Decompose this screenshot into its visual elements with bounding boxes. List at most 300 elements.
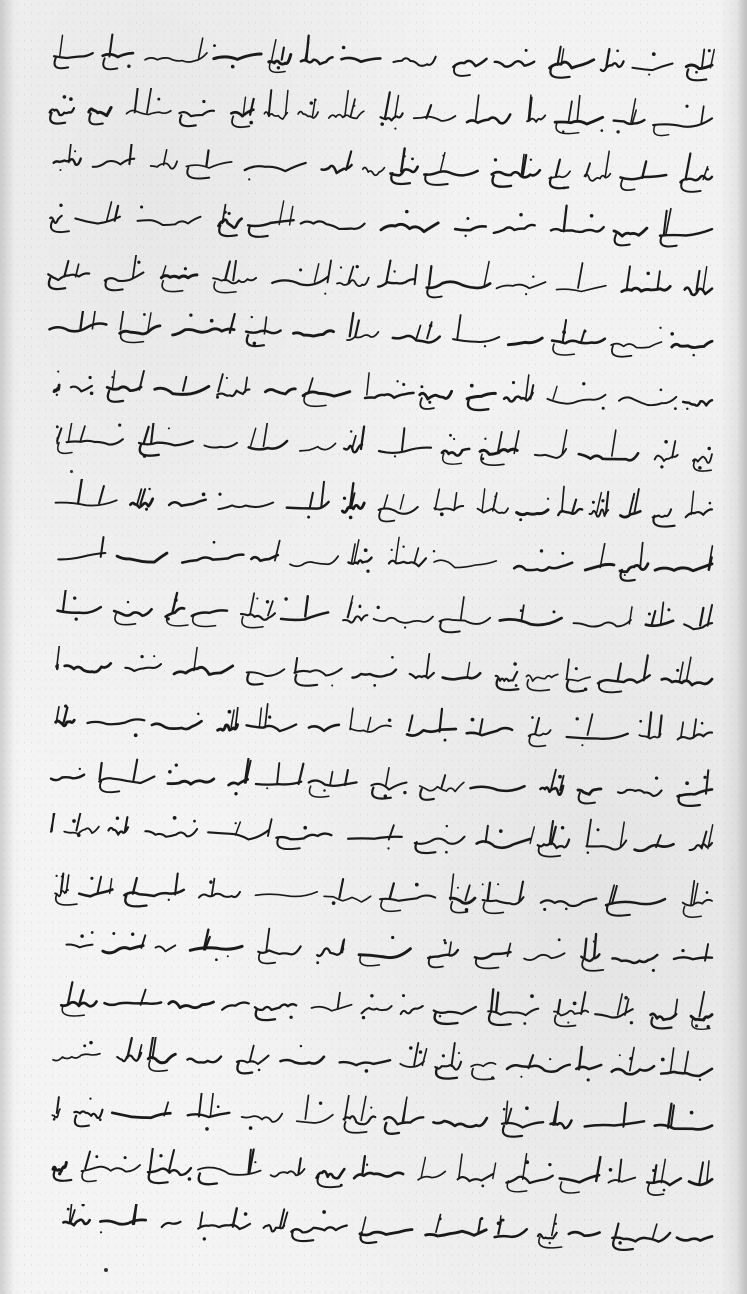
ascender-stroke <box>627 266 630 289</box>
ascender-stroke <box>345 770 348 785</box>
word-stroke <box>414 116 456 121</box>
dot-mark <box>331 684 333 686</box>
dot-mark <box>391 656 394 659</box>
ascender-stroke <box>657 271 660 289</box>
ascender-stroke <box>338 993 340 1009</box>
dot-mark <box>465 908 469 912</box>
word-stroke <box>63 1220 89 1226</box>
descender-stroke <box>483 902 503 913</box>
ascender-stroke <box>618 663 621 679</box>
dot-mark <box>458 1052 460 1054</box>
ascender-stroke <box>306 36 308 61</box>
descender-stroke <box>599 681 621 692</box>
ascender-stroke <box>233 1208 237 1226</box>
ascender-stroke <box>521 605 524 621</box>
ascender-stroke <box>661 602 664 624</box>
ascender-stroke <box>251 428 256 446</box>
ascender-stroke <box>619 1160 622 1182</box>
dot-mark <box>464 235 466 237</box>
word-stroke <box>173 329 235 335</box>
ascender-stroke <box>361 427 364 450</box>
word-stroke <box>298 112 318 118</box>
dot-mark <box>153 655 155 657</box>
ascender-stroke <box>496 993 498 1013</box>
ascender-stroke <box>362 1156 365 1175</box>
dot-mark <box>553 610 556 613</box>
handwriting-strokes <box>40 869 720 927</box>
dot-mark <box>387 847 389 849</box>
dot-mark <box>558 775 562 779</box>
word-stroke <box>309 781 357 786</box>
dot-mark <box>244 1212 248 1216</box>
dot-mark <box>520 609 523 612</box>
manuscript-line <box>40 813 720 871</box>
word-stroke <box>685 288 712 295</box>
ascender-stroke <box>680 662 684 681</box>
word-stroke <box>551 227 604 232</box>
word-stroke <box>492 170 540 177</box>
dot-mark <box>442 1054 445 1057</box>
dot-mark <box>224 211 227 214</box>
ascender-stroke <box>295 658 297 673</box>
word-stroke <box>138 217 201 225</box>
ascender-stroke <box>402 428 404 450</box>
word-stroke <box>455 226 486 230</box>
word-stroke <box>241 613 275 620</box>
handwriting-strokes <box>40 1037 720 1095</box>
word-stroke <box>342 58 381 62</box>
dot-mark <box>707 168 709 170</box>
dot-mark <box>532 275 534 277</box>
descender-stroke <box>381 900 400 911</box>
word-stroke <box>88 719 145 724</box>
dot-mark <box>561 826 565 830</box>
dot-mark <box>685 781 689 785</box>
dot-mark <box>484 345 486 347</box>
dot-mark <box>340 266 342 268</box>
dot-mark <box>234 792 237 795</box>
dot-mark <box>64 704 67 707</box>
dot-mark <box>587 851 590 854</box>
word-stroke <box>103 53 133 57</box>
word-stroke <box>471 1063 496 1067</box>
word-stroke <box>251 555 277 561</box>
dot-mark <box>555 1223 557 1225</box>
word-stroke <box>117 553 167 562</box>
ascender-stroke <box>350 708 353 729</box>
dot-mark <box>701 722 704 725</box>
dot-mark <box>226 377 228 379</box>
word-stroke <box>156 945 176 951</box>
dot-mark <box>618 1241 622 1245</box>
ascender-stroke <box>414 548 418 563</box>
dot-mark <box>342 46 346 50</box>
word-stroke <box>407 729 456 736</box>
ascender-stroke <box>634 489 639 513</box>
dot-mark <box>124 1156 127 1159</box>
dot-mark <box>359 605 362 608</box>
handwriting-strokes <box>40 367 720 425</box>
dot-mark <box>299 268 302 271</box>
ascender-stroke <box>272 40 276 60</box>
ascender-stroke <box>183 377 186 391</box>
descender-stroke <box>232 116 249 127</box>
ascender-stroke <box>290 207 293 225</box>
word-stroke <box>585 1121 644 1126</box>
word-stroke <box>105 273 144 281</box>
ascender-stroke <box>564 206 567 232</box>
manuscript-line <box>40 869 720 927</box>
dot-mark <box>248 178 250 180</box>
word-stroke <box>614 120 645 124</box>
manuscript-line <box>40 981 720 1039</box>
dot-mark <box>409 1046 412 1049</box>
word-stroke <box>595 1009 633 1017</box>
dot-mark <box>502 1219 505 1222</box>
word-stroke <box>517 510 548 515</box>
handwriting-strokes <box>40 1148 720 1206</box>
dot-mark <box>55 875 57 877</box>
word-stroke <box>500 618 562 625</box>
dot-mark <box>670 332 674 336</box>
ascender-stroke <box>355 320 359 336</box>
dot-mark <box>575 667 578 670</box>
word-stroke <box>660 229 712 236</box>
descender-stroke <box>149 1172 168 1183</box>
dot-mark <box>314 98 317 101</box>
ascender-stroke <box>558 1000 560 1014</box>
dot-mark <box>655 776 658 779</box>
ascender-stroke <box>436 1215 441 1233</box>
word-stroke <box>557 286 606 292</box>
dot-mark <box>703 776 706 779</box>
word-stroke <box>359 949 410 958</box>
ascender-stroke <box>435 489 439 510</box>
dot-mark <box>457 887 459 889</box>
word-stroke <box>79 890 112 897</box>
descender-stroke <box>468 399 488 410</box>
ascender-stroke <box>697 271 700 291</box>
ascender-stroke <box>265 704 268 728</box>
word-stroke <box>612 955 657 963</box>
descender-stroke <box>567 681 584 692</box>
dot-mark <box>405 210 409 214</box>
word-stroke <box>393 57 435 66</box>
ascender-stroke <box>605 151 609 177</box>
dot-mark <box>167 617 170 620</box>
dot-mark <box>307 516 310 519</box>
word-stroke <box>619 397 676 405</box>
word-stroke <box>661 1069 712 1076</box>
dot-mark <box>137 261 140 264</box>
ascender-stroke <box>385 92 390 117</box>
dot-mark <box>402 545 404 547</box>
ascender-stroke <box>653 1224 657 1238</box>
ascender-stroke <box>144 427 149 443</box>
ascender-stroke <box>298 1158 300 1174</box>
handwriting-strokes <box>40 311 720 369</box>
word-stroke <box>145 829 197 837</box>
ascender-stroke <box>461 597 464 620</box>
word-stroke <box>514 563 572 571</box>
word-stroke <box>622 286 670 291</box>
dot-mark <box>616 49 619 52</box>
word-stroke <box>611 342 661 348</box>
word-stroke <box>347 332 378 340</box>
descender-stroke <box>481 454 504 465</box>
word-stroke <box>508 338 542 345</box>
descender-stroke <box>613 1239 633 1250</box>
word-stroke <box>374 617 433 623</box>
dot-mark <box>624 574 626 576</box>
word-stroke <box>245 163 306 171</box>
word-stroke <box>188 1113 230 1117</box>
dot-mark <box>213 44 216 47</box>
ascender-stroke <box>386 768 389 786</box>
dot-mark <box>228 212 231 215</box>
word-stroke <box>100 1220 145 1224</box>
ascender-stroke <box>80 990 84 1003</box>
word-stroke <box>112 1113 170 1118</box>
descender-stroke <box>555 1016 576 1027</box>
ascender-stroke <box>649 712 652 736</box>
dot-mark <box>601 129 604 132</box>
dot-mark <box>404 626 406 628</box>
ascender-stroke <box>685 1052 689 1073</box>
manuscript-line <box>40 255 720 313</box>
dot-mark <box>289 1016 292 1019</box>
dot-mark <box>540 549 543 552</box>
word-stroke <box>290 556 338 566</box>
dot-mark <box>90 392 94 396</box>
ascender-stroke <box>98 877 102 893</box>
ascender-stroke <box>442 775 446 787</box>
dot-mark <box>519 213 523 217</box>
ascender-stroke <box>85 1152 90 1169</box>
word-stroke <box>560 1175 599 1182</box>
dot-mark <box>80 934 84 938</box>
dot-mark <box>218 493 221 496</box>
dot-mark <box>140 205 143 208</box>
dot-mark <box>394 128 396 130</box>
dot-mark <box>134 733 138 737</box>
ascender-stroke <box>440 709 443 732</box>
dot-mark <box>210 319 214 323</box>
ascender-stroke <box>351 99 356 117</box>
word-stroke <box>574 620 631 627</box>
dot-mark <box>364 548 368 552</box>
dot-mark <box>75 617 78 620</box>
descender-stroke <box>310 786 329 797</box>
manuscript-line <box>40 534 720 592</box>
dot-mark <box>173 816 177 820</box>
word-stroke <box>242 1114 283 1122</box>
ascender-stroke <box>199 38 203 58</box>
dot-mark <box>686 408 688 410</box>
ascender-stroke <box>231 710 234 727</box>
word-stroke <box>502 1122 543 1127</box>
descender-stroke <box>242 617 263 628</box>
word-stroke <box>139 441 193 445</box>
dot-mark <box>56 425 59 428</box>
dot-mark <box>519 518 522 521</box>
word-stroke <box>99 777 154 784</box>
word-stroke <box>578 789 601 794</box>
dot-mark <box>639 720 642 723</box>
dot-mark <box>366 570 369 573</box>
dot-mark <box>370 994 373 997</box>
dot-mark <box>59 204 62 207</box>
ascender-stroke <box>414 1043 418 1065</box>
dot-mark <box>391 936 394 939</box>
dot-mark <box>695 1024 698 1027</box>
descender-stroke <box>648 1184 664 1195</box>
dot-mark <box>79 768 81 770</box>
word-stroke <box>598 675 650 683</box>
ink-speck <box>104 1268 108 1272</box>
dot-mark <box>565 908 568 911</box>
handwriting-strokes <box>40 646 720 704</box>
dot-mark <box>663 1189 666 1192</box>
dot-mark <box>227 955 229 957</box>
word-stroke <box>496 672 518 681</box>
ascender-stroke <box>467 663 469 677</box>
word-stroke <box>337 278 369 287</box>
descender-stroke <box>259 953 275 964</box>
dot-mark <box>202 493 206 497</box>
ascender-stroke <box>409 715 413 731</box>
dot-mark <box>482 457 485 460</box>
ascender-stroke <box>452 1043 455 1066</box>
dot-mark <box>111 376 113 378</box>
word-stroke <box>169 500 206 506</box>
dot-mark <box>366 1164 368 1166</box>
descender-stroke <box>472 1069 494 1080</box>
word-stroke <box>67 944 93 947</box>
dot-mark <box>254 1161 256 1163</box>
manuscript-line <box>40 32 720 90</box>
word-stroke <box>635 844 674 851</box>
dot-mark <box>499 829 503 833</box>
handwriting-strokes <box>40 479 720 537</box>
descender-stroke <box>550 177 568 188</box>
dot-mark <box>428 401 431 404</box>
word-stroke <box>618 790 662 796</box>
dot-mark <box>484 438 486 440</box>
word-stroke <box>435 1062 461 1070</box>
dot-mark <box>391 549 393 551</box>
dot-mark <box>648 74 650 76</box>
dot-mark <box>497 1222 501 1226</box>
ascender-stroke <box>422 1049 426 1066</box>
dot-mark <box>353 105 355 107</box>
dot-mark <box>515 684 518 687</box>
word-stroke <box>389 558 426 566</box>
descender-stroke <box>612 346 631 357</box>
dot-mark <box>303 826 307 830</box>
manuscript-line <box>40 144 720 202</box>
word-stroke <box>549 171 570 178</box>
word-stroke <box>199 892 240 898</box>
ascender-stroke <box>526 375 529 399</box>
handwriting-strokes <box>40 255 720 313</box>
dot-mark <box>235 822 237 824</box>
ascender-stroke <box>268 601 273 615</box>
word-stroke <box>312 1005 352 1011</box>
word-stroke <box>442 449 469 456</box>
word-stroke <box>309 725 339 731</box>
word-stroke <box>428 950 458 958</box>
ascender-stroke <box>250 593 254 615</box>
ascender-stroke <box>427 654 430 676</box>
word-stroke <box>50 108 74 115</box>
ascender-stroke <box>671 1048 674 1072</box>
descender-stroke <box>681 181 700 192</box>
dot-mark <box>652 52 656 56</box>
ascender-stroke <box>69 423 72 441</box>
word-stroke <box>324 896 371 902</box>
ascender-stroke <box>681 722 683 737</box>
word-stroke <box>218 503 273 510</box>
dot-mark <box>100 1231 102 1233</box>
dot-mark <box>593 940 595 942</box>
word-stroke <box>182 555 243 563</box>
ascender-stroke <box>175 874 178 895</box>
word-stroke <box>247 725 297 732</box>
ascender-stroke <box>691 491 693 514</box>
word-stroke <box>381 113 403 120</box>
handwritten-text-block <box>40 22 720 1262</box>
word-stroke <box>255 892 317 897</box>
ascender-stroke <box>368 717 371 730</box>
descender-stroke <box>140 445 159 456</box>
ascender-stroke <box>350 313 354 336</box>
word-stroke <box>420 391 452 399</box>
dot-mark <box>608 50 611 53</box>
ascender-stroke <box>400 495 404 509</box>
ascender-stroke <box>486 826 488 843</box>
ascender-stroke <box>618 994 623 1015</box>
word-stroke <box>145 53 207 62</box>
dot-mark <box>266 787 268 789</box>
word-stroke <box>214 54 261 59</box>
ascender-stroke <box>476 95 479 119</box>
word-stroke <box>190 946 242 950</box>
descender-stroke <box>654 125 669 136</box>
word-stroke <box>317 948 343 956</box>
ascender-stroke <box>269 90 272 115</box>
ascender-stroke <box>640 543 643 569</box>
word-stroke <box>365 393 414 398</box>
ascender-stroke <box>457 315 460 339</box>
word-stroke <box>552 339 605 344</box>
word-stroke <box>415 837 465 844</box>
dot-mark <box>175 763 178 766</box>
dot-mark <box>601 499 604 502</box>
ascender-stroke <box>81 311 83 328</box>
dot-mark <box>525 293 527 295</box>
word-stroke <box>53 1054 100 1061</box>
word-stroke <box>504 393 532 402</box>
ascender-stroke <box>709 557 712 569</box>
dot-mark <box>646 272 649 275</box>
descender-stroke <box>125 896 146 907</box>
dot-mark <box>319 1102 322 1105</box>
word-stroke <box>264 112 287 119</box>
word-stroke <box>584 174 610 181</box>
dot-mark <box>707 1025 710 1028</box>
dot-mark <box>205 1127 209 1131</box>
